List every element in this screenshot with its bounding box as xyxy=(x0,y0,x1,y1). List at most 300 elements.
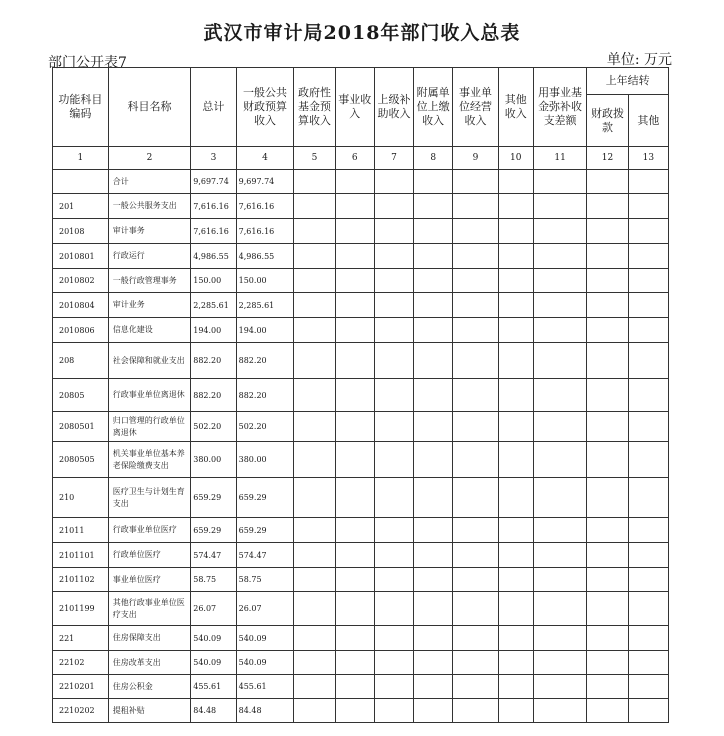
empty-cell xyxy=(498,343,533,379)
empty-cell xyxy=(294,651,335,675)
table-row xyxy=(53,442,669,478)
row-general-budget: 455.61 xyxy=(236,675,294,699)
empty-cell xyxy=(628,412,668,442)
empty-cell xyxy=(294,379,335,412)
row-name: 事业单位医疗 xyxy=(108,568,191,592)
header-carryover: 上年结转 xyxy=(587,68,669,95)
empty-cell xyxy=(335,568,374,592)
empty-cell xyxy=(628,651,668,675)
empty-cell xyxy=(414,626,453,651)
empty-cell xyxy=(453,518,498,543)
row-total: 380.00 xyxy=(191,442,236,478)
empty-cell xyxy=(335,293,374,318)
row-code: 210 xyxy=(53,478,109,518)
row-code: 20108 xyxy=(53,219,109,244)
empty-cell xyxy=(628,442,668,478)
row-code: 21011 xyxy=(53,518,109,543)
empty-cell xyxy=(498,194,533,219)
row-name: 住房保障支出 xyxy=(108,626,191,651)
table-row xyxy=(53,543,669,568)
row-general-budget: 7,616.16 xyxy=(236,219,294,244)
empty-cell xyxy=(335,318,374,343)
empty-cell xyxy=(587,442,628,478)
row-general-budget: 540.09 xyxy=(236,626,294,651)
empty-cell xyxy=(498,518,533,543)
column-number: 3 xyxy=(191,147,236,170)
row-name: 住房改革支出 xyxy=(108,651,191,675)
empty-cell xyxy=(374,244,413,269)
empty-cell xyxy=(498,244,533,269)
row-code: 2101101 xyxy=(53,543,109,568)
row-general-budget: 84.48 xyxy=(236,699,294,723)
empty-cell xyxy=(374,543,413,568)
empty-cell xyxy=(533,626,587,651)
row-total: 194.00 xyxy=(191,318,236,343)
empty-cell xyxy=(453,269,498,293)
empty-cell xyxy=(335,269,374,293)
row-general-budget: 659.29 xyxy=(236,478,294,518)
empty-cell xyxy=(498,170,533,194)
empty-cell xyxy=(374,518,413,543)
empty-cell xyxy=(533,518,587,543)
empty-cell xyxy=(374,592,413,626)
empty-cell xyxy=(587,379,628,412)
empty-cell xyxy=(587,626,628,651)
row-code: 2210202 xyxy=(53,699,109,723)
row-code: 2210201 xyxy=(53,675,109,699)
empty-cell xyxy=(374,626,413,651)
row-general-budget: 2,285.61 xyxy=(236,293,294,318)
empty-cell xyxy=(498,318,533,343)
empty-cell xyxy=(294,219,335,244)
row-name: 行政事业单位医疗 xyxy=(108,518,191,543)
table-row xyxy=(53,170,669,194)
empty-cell xyxy=(628,568,668,592)
revenue-table xyxy=(52,67,669,723)
empty-cell xyxy=(414,293,453,318)
empty-cell xyxy=(587,343,628,379)
row-general-budget: 502.20 xyxy=(236,412,294,442)
column-number: 12 xyxy=(587,147,628,170)
empty-cell xyxy=(335,170,374,194)
empty-cell xyxy=(294,194,335,219)
empty-cell xyxy=(587,318,628,343)
row-code: 208 xyxy=(53,343,109,379)
empty-cell xyxy=(335,194,374,219)
empty-cell xyxy=(414,412,453,442)
row-total: 4,986.55 xyxy=(191,244,236,269)
row-name: 其他行政事业单位医疗支出 xyxy=(108,592,191,626)
row-total: 540.09 xyxy=(191,626,236,651)
empty-cell xyxy=(628,543,668,568)
row-name: 住房公积金 xyxy=(108,675,191,699)
empty-cell xyxy=(294,592,335,626)
empty-cell xyxy=(453,379,498,412)
row-name: 社会保障和就业支出 xyxy=(108,343,191,379)
empty-cell xyxy=(335,543,374,568)
row-total: 58.75 xyxy=(191,568,236,592)
empty-cell xyxy=(374,293,413,318)
row-total: 659.29 xyxy=(191,518,236,543)
empty-cell xyxy=(587,592,628,626)
empty-cell xyxy=(628,699,668,723)
empty-cell xyxy=(498,699,533,723)
row-code: 2010801 xyxy=(53,244,109,269)
empty-cell xyxy=(414,592,453,626)
empty-cell xyxy=(414,543,453,568)
column-number: 1 xyxy=(53,147,109,170)
row-code: 201 xyxy=(53,194,109,219)
table-row xyxy=(53,194,669,219)
column-number: 13 xyxy=(628,147,668,170)
empty-cell xyxy=(374,194,413,219)
header-affiliated: 附属单位上缴收入 xyxy=(414,68,453,147)
column-number: 5 xyxy=(294,147,335,170)
column-number: 11 xyxy=(533,147,587,170)
row-name: 一般公共服务支出 xyxy=(108,194,191,219)
empty-cell xyxy=(533,269,587,293)
header-operating: 事业单位经营收入 xyxy=(453,68,498,147)
table-row xyxy=(53,269,669,293)
empty-cell xyxy=(533,219,587,244)
empty-cell xyxy=(533,170,587,194)
empty-cell xyxy=(628,219,668,244)
column-number: 8 xyxy=(414,147,453,170)
empty-cell xyxy=(335,675,374,699)
empty-cell xyxy=(533,568,587,592)
empty-cell xyxy=(294,626,335,651)
empty-cell xyxy=(453,293,498,318)
empty-cell xyxy=(294,412,335,442)
empty-cell xyxy=(453,675,498,699)
row-code: 2010802 xyxy=(53,269,109,293)
empty-cell xyxy=(453,442,498,478)
row-general-budget: 194.00 xyxy=(236,318,294,343)
empty-cell xyxy=(587,478,628,518)
column-number: 7 xyxy=(374,147,413,170)
empty-cell xyxy=(453,244,498,269)
row-general-budget: 7,616.16 xyxy=(236,194,294,219)
empty-cell xyxy=(453,194,498,219)
empty-cell xyxy=(453,543,498,568)
row-code xyxy=(53,170,109,194)
empty-cell xyxy=(335,626,374,651)
row-general-budget: 150.00 xyxy=(236,269,294,293)
row-total: 882.20 xyxy=(191,343,236,379)
empty-cell xyxy=(453,568,498,592)
empty-cell xyxy=(453,170,498,194)
row-total: 9,697.74 xyxy=(191,170,236,194)
row-code: 2010806 xyxy=(53,318,109,343)
row-name: 提租补贴 xyxy=(108,699,191,723)
row-total: 540.09 xyxy=(191,651,236,675)
empty-cell xyxy=(335,343,374,379)
empty-cell xyxy=(335,219,374,244)
empty-cell xyxy=(453,219,498,244)
row-general-budget: 58.75 xyxy=(236,568,294,592)
empty-cell xyxy=(294,478,335,518)
empty-cell xyxy=(374,651,413,675)
empty-cell xyxy=(453,651,498,675)
empty-cell xyxy=(335,244,374,269)
row-name: 信息化建设 xyxy=(108,318,191,343)
empty-cell xyxy=(414,568,453,592)
empty-cell xyxy=(587,293,628,318)
empty-cell xyxy=(533,651,587,675)
empty-cell xyxy=(294,568,335,592)
empty-cell xyxy=(533,194,587,219)
row-general-budget: 4,986.55 xyxy=(236,244,294,269)
empty-cell xyxy=(533,293,587,318)
table-row xyxy=(53,699,669,723)
empty-cell xyxy=(294,343,335,379)
row-total: 2,285.61 xyxy=(191,293,236,318)
empty-cell xyxy=(498,568,533,592)
empty-cell xyxy=(414,343,453,379)
empty-cell xyxy=(498,219,533,244)
empty-cell xyxy=(498,442,533,478)
empty-cell xyxy=(414,442,453,478)
header-general-budget: 一般公共财政预算收入 xyxy=(236,68,294,147)
column-number: 6 xyxy=(335,147,374,170)
empty-cell xyxy=(498,478,533,518)
row-general-budget: 9,697.74 xyxy=(236,170,294,194)
row-total: 7,616.16 xyxy=(191,219,236,244)
empty-cell xyxy=(414,379,453,412)
empty-cell xyxy=(628,194,668,219)
row-total: 659.29 xyxy=(191,478,236,518)
empty-cell xyxy=(294,170,335,194)
empty-cell xyxy=(498,543,533,568)
unit-label: 单位: 万元 xyxy=(606,52,672,68)
row-code: 2080505 xyxy=(53,442,109,478)
empty-cell xyxy=(587,518,628,543)
row-total: 150.00 xyxy=(191,269,236,293)
empty-cell xyxy=(335,412,374,442)
row-name: 一般行政管理事务 xyxy=(108,269,191,293)
form-number: 部门公开表7 xyxy=(48,55,127,71)
empty-cell xyxy=(374,343,413,379)
empty-cell xyxy=(414,244,453,269)
empty-cell xyxy=(453,592,498,626)
column-number: 10 xyxy=(498,147,533,170)
empty-cell xyxy=(453,699,498,723)
empty-cell xyxy=(498,269,533,293)
empty-cell xyxy=(414,518,453,543)
empty-cell xyxy=(533,442,587,478)
page-title: 武汉市审计局2018年部门收入总表 xyxy=(203,22,521,44)
row-name: 行政事业单位离退休 xyxy=(108,379,191,412)
table-row xyxy=(53,518,669,543)
empty-cell xyxy=(533,592,587,626)
empty-cell xyxy=(587,699,628,723)
empty-cell xyxy=(533,478,587,518)
empty-cell xyxy=(374,219,413,244)
column-number: 2 xyxy=(108,147,191,170)
row-code: 2101102 xyxy=(53,568,109,592)
empty-cell xyxy=(628,592,668,626)
empty-cell xyxy=(294,318,335,343)
row-total: 26.07 xyxy=(191,592,236,626)
row-general-budget: 574.47 xyxy=(236,543,294,568)
table-row xyxy=(53,293,669,318)
row-name: 审计事务 xyxy=(108,219,191,244)
row-general-budget: 882.20 xyxy=(236,379,294,412)
empty-cell xyxy=(533,412,587,442)
header-carryover-other: 其他 xyxy=(628,95,668,147)
empty-cell xyxy=(414,675,453,699)
empty-cell xyxy=(498,293,533,318)
empty-cell xyxy=(335,699,374,723)
empty-cell xyxy=(587,170,628,194)
empty-cell xyxy=(414,318,453,343)
empty-cell xyxy=(414,699,453,723)
empty-cell xyxy=(533,699,587,723)
empty-cell xyxy=(533,244,587,269)
empty-cell xyxy=(374,318,413,343)
empty-cell xyxy=(374,170,413,194)
empty-cell xyxy=(453,343,498,379)
empty-cell xyxy=(414,194,453,219)
row-total: 882.20 xyxy=(191,379,236,412)
table-row xyxy=(53,651,669,675)
empty-cell xyxy=(498,379,533,412)
empty-cell xyxy=(335,478,374,518)
table-row xyxy=(53,318,669,343)
empty-cell xyxy=(628,244,668,269)
empty-cell xyxy=(414,651,453,675)
empty-cell xyxy=(587,543,628,568)
table-row xyxy=(53,592,669,626)
empty-cell xyxy=(294,244,335,269)
empty-cell xyxy=(628,478,668,518)
column-number-row xyxy=(53,147,669,170)
row-total: 502.20 xyxy=(191,412,236,442)
empty-cell xyxy=(498,675,533,699)
empty-cell xyxy=(628,269,668,293)
empty-cell xyxy=(628,518,668,543)
table-row xyxy=(53,244,669,269)
empty-cell xyxy=(498,412,533,442)
empty-cell xyxy=(374,269,413,293)
header-fund-cover: 用事业基金弥补收支差额 xyxy=(533,68,587,147)
row-name: 审计业务 xyxy=(108,293,191,318)
row-name: 医疗卫生与计划生育支出 xyxy=(108,478,191,518)
empty-cell xyxy=(533,318,587,343)
empty-cell xyxy=(498,626,533,651)
empty-cell xyxy=(498,651,533,675)
empty-cell xyxy=(533,543,587,568)
row-name: 机关事业单位基本养老保险缴费支出 xyxy=(108,442,191,478)
empty-cell xyxy=(335,379,374,412)
empty-cell xyxy=(587,568,628,592)
empty-cell xyxy=(628,379,668,412)
empty-cell xyxy=(414,478,453,518)
column-number: 4 xyxy=(236,147,294,170)
row-general-budget: 380.00 xyxy=(236,442,294,478)
empty-cell xyxy=(628,675,668,699)
row-name: 行政单位医疗 xyxy=(108,543,191,568)
table-row xyxy=(53,568,669,592)
empty-cell xyxy=(414,170,453,194)
table-row xyxy=(53,675,669,699)
table-row xyxy=(53,478,669,518)
empty-cell xyxy=(587,412,628,442)
empty-cell xyxy=(374,412,413,442)
table-row xyxy=(53,219,669,244)
header-name: 科目名称 xyxy=(108,68,191,147)
empty-cell xyxy=(374,379,413,412)
empty-cell xyxy=(587,219,628,244)
empty-cell xyxy=(587,244,628,269)
empty-cell xyxy=(587,675,628,699)
empty-cell xyxy=(335,442,374,478)
header-superior-subsidy: 上级补助收入 xyxy=(374,68,413,147)
empty-cell xyxy=(453,626,498,651)
row-code: 22102 xyxy=(53,651,109,675)
row-general-budget: 26.07 xyxy=(236,592,294,626)
header-total: 总计 xyxy=(191,68,236,147)
empty-cell xyxy=(294,675,335,699)
row-code: 20805 xyxy=(53,379,109,412)
column-number: 9 xyxy=(453,147,498,170)
empty-cell xyxy=(294,269,335,293)
table-row xyxy=(53,412,669,442)
header-gov-fund: 政府性基金预算收入 xyxy=(294,68,335,147)
empty-cell xyxy=(533,379,587,412)
row-name: 合计 xyxy=(108,170,191,194)
row-code: 2080501 xyxy=(53,412,109,442)
table-row xyxy=(53,379,669,412)
row-total: 455.61 xyxy=(191,675,236,699)
empty-cell xyxy=(453,412,498,442)
empty-cell xyxy=(294,293,335,318)
empty-cell xyxy=(533,675,587,699)
empty-cell xyxy=(587,651,628,675)
empty-cell xyxy=(628,318,668,343)
empty-cell xyxy=(335,592,374,626)
empty-cell xyxy=(628,626,668,651)
row-code: 221 xyxy=(53,626,109,651)
empty-cell xyxy=(533,343,587,379)
empty-cell xyxy=(414,219,453,244)
empty-cell xyxy=(374,568,413,592)
row-general-budget: 540.09 xyxy=(236,651,294,675)
row-code: 2101199 xyxy=(53,592,109,626)
empty-cell xyxy=(628,293,668,318)
empty-cell xyxy=(374,675,413,699)
header-other-income: 其他收入 xyxy=(498,68,533,147)
row-total: 7,616.16 xyxy=(191,194,236,219)
empty-cell xyxy=(453,318,498,343)
empty-cell xyxy=(498,592,533,626)
row-general-budget: 882.20 xyxy=(236,343,294,379)
empty-cell xyxy=(294,518,335,543)
table-row xyxy=(53,626,669,651)
row-code: 2010804 xyxy=(53,293,109,318)
empty-cell xyxy=(414,269,453,293)
empty-cell xyxy=(294,699,335,723)
empty-cell xyxy=(335,651,374,675)
header-business: 事业收入 xyxy=(335,68,374,147)
empty-cell xyxy=(587,194,628,219)
row-total: 84.48 xyxy=(191,699,236,723)
empty-cell xyxy=(294,442,335,478)
empty-cell xyxy=(628,343,668,379)
empty-cell xyxy=(374,442,413,478)
empty-cell xyxy=(374,478,413,518)
header-code: 功能科目编码 xyxy=(53,68,109,147)
